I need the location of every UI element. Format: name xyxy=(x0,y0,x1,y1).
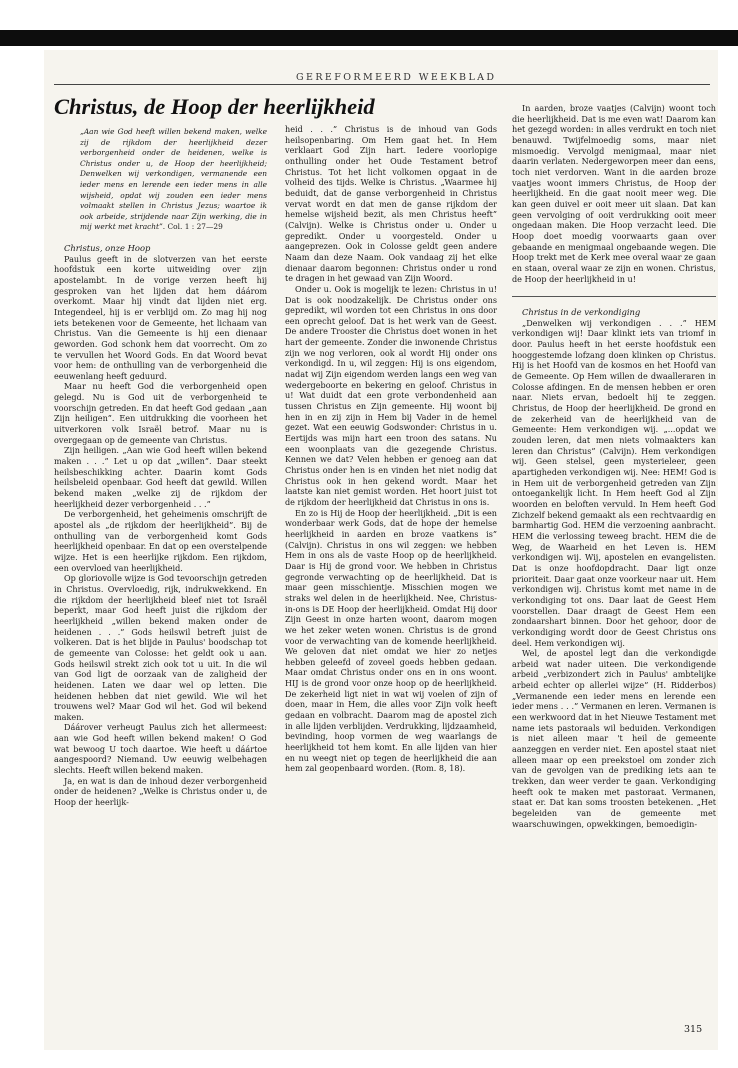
section-heading: Christus in de verkondiging xyxy=(522,307,641,318)
article-title: Christus, de Hoop der heerlijkheid xyxy=(54,94,375,119)
paragraph: Onder u. Ook is mogelijk te lezen: Christus in u! Dat is ook noodzakelijk. De Christus onder ons gepredikt, wil worden tot een Christus in ons door een oprecht geloof. Dat is het werk van de Geest. De andere Trooster die Christus doet wonen in het hart der gemeente. Zonder die inwonende Christus zijn we nog verloren, ook al wordt Hij onder ons verkondigd. In u, wil zeggen: Hij is ons eigendom, nadat wij Zijn eigendom werden langs een weg van wedergeboorte en bekering en geloof. Christus in u! Wat duidt dat een grote verbondenheid aan tussen Christus en Zijn gemeente. Hij woont bij hen in en zij zijn in Hem bij Vader in de hemel gezet. Wat een eeuwig Godswonder: Christus in u. Eertijds was mijn hart een troon des satans. Nu een woonplaats van die gezegende Christus. Kennen we dat? Velen hebben er genoeg aan dat Christus onder hen is en vinden het niet nodig dat Christus ook in hen gekend wordt. Maar het laatste kan niet gemist worden. Het hoort juist tot de rijkdom der heerlijkheid dat Christus in ons is. xyxy=(285,283,497,507)
paragraph: heid . . .” Christus is de inhoud van Gods heilsopenbaring. Om Hem gaat het. In Hem verklaart God Zijn hart. Iedere voorlopige onthulling onder het Oude Testament betrof Christus. Tot het licht volkomen opgaat in de volheid des tijds. Welke is Christus. „Waarmee hij beduidt, dat de ganse verborgenheid in Christus vervat wordt en dat men de ganse rijkdom der hemelse wijsheid bezit, als men Christus heeft” (Calvijn). Welke is Christus onder u. Onder u gepredikt. Onder u voorgesteld. Onder u aangeprezen. Ook in Colosse geldt geen andere Naam dan deze Naam. Ook vandaag zij het elke dienaar daarom begonnen: Christus onder u rond te dragen in het gewaad van Zijn Woord. xyxy=(285,124,497,284)
column-2 xyxy=(285,124,497,774)
paragraph: Wel, de apostel legt dan die verkondigde arbeid wat nader uiteen. Die verkondigende arbeid „verbizondert zich in Paulus' ambtelijke arbeid echter op allerlei wijze” (H. Ridderbos) „Vermanende een ieder mens en lerende een ieder mens . . .” Vermanen en leren. Vermanen is een werkwoord dat in het Nieuwe Testament met name iets pastoraals wil beduiden. Verkondigen is niet alleen maar 't heil de gemeente aanzeggen en verder niet. Een apostel staat niet alleen maar op een preekstoel om zonder zich van de gevolgen van de prediking iets aan te trekken, dan weer verder te gaan. Verkondiging heeft ook te maken met pastoraat. Vermanen, staat er. Dat kan soms troosten betekenen. „Het begeleiden van de gemeente met waarschuwingen, opwekkingen, bemoedigin- xyxy=(512,648,716,829)
column-3 xyxy=(512,103,716,829)
running-head: GEREFORMEERD WEEKBLAD xyxy=(296,72,497,83)
top-black-band xyxy=(0,30,738,46)
section-divider xyxy=(512,296,716,297)
section-heading: Christus, onze Hoop xyxy=(64,242,151,253)
epigraph-reference: Col. 1 : 27—29 xyxy=(167,222,223,232)
paragraph: De verborgenheid, het geheimenis omschrijft de apostel als „de rijkdom der heerlijkheid”. Bij de onthulling van de verborgenheid komt Gods heerlijkheid openbaar. En dat op een overstelpende wijze. Het is een heerlijke rijkdom. Een rijkdom, een overvloed van heerlijkheid. xyxy=(54,509,267,573)
paragraph: In aarden, broze vaatjes (Calvijn) woont toch die heerlijkheid. Dat is me even wat! Daarom kan het gezegd worden: in alles verdrukt en toch niet benauwd. Twijfelmoedig soms, maar niet mismoedig. Vervolgd menigmaal, maar niet daarin verlaten. Nedergeworpen meer dan eens, toch niet verdorven. Want in die aarden broze vaatjes woont immers Christus, de Hoop der heerlijkheid. En die gaat nooit meer weg. Die kan geen duivel er ooit meer uit slaan. Dat kan geen vervolging of ooit verdrukking ooit meer ongedaan maken. Die Hoop verzacht leed. Die Hoop doet moedig voorwaarts gaan over gebaande en menigmaal ongebaande wegen. Die Hoop trekt met de Kerk mee overal waar ze gaan en staan, overal waar ze zijn en wonen. Christus, de Hoop der heerlijkheid in u! xyxy=(512,103,716,284)
paragraph: „Denwelken wij verkondigen . . .” HEM verkondigen wij! Daar klinkt iets van triomf in door. Paulus heeft in het eerste hoofdstuk een hooggestemde lofzang doen klinken op Christus. Hij is het Hoofd van de kosmos en het Hoofd van de Gemeente. Op Hem willen de dwaalleraren in Colosse afdingen. En de mensen hebben er oren naar. Niets ervan, bedoelt hij te zeggen. Christus, de Hoop der heerlijkheid. De grond en de zekerheid van de heerlijkheid van de Gemeente: Hem verkondigen wij. „...opdat we zouden leren, dat men niets volmaakters kan leren dan Christus” (Calvijn). Hem verkondigen wij. Geen stelsel, geen mysterieleer, geen apartigheden verkondigen wij. Nee: HEM! God is in Hem uit de verborgenheid getreden van Zijn ontoegankelijk licht. In Hem heeft God al Zijn woorden en beloften vervuld. In Hem heeft God Zichzelf bekend gemaakt als een rechtvaardig en barmhartig God. HEM die verzoening aanbracht. HEM die verlossing teweeg bracht. HEM die de Weg, de Waarheid en het Leven is. HEM verkondigen wij. Wij, apostelen en evangelisten. Dat is onze hoofdopdracht. Daar ligt onze prioriteit. Daar gaat onze voorkeur naar uit. Hem verkondigen wij. Christus komt met name in de verkondiging tot ons. Daar laat de Geest Hem voorstellen. Daar draagt de Geest Hem een zondaarshart binnen. Door het gehoor, door de verkondiging wordt door de Geest Christus ons deel. Hem verkondigen wij. xyxy=(512,317,716,648)
paragraph: Dáárover verheugt Paulus zich het allermeest: aan wie God heeft willen bekend maken! O God wat bewoog U toch daartoe. Wie heeft u dáártoe aangespoord? Niemand. Uw eeuwig welbehagen slechts. Heeft willen bekend maken. xyxy=(54,722,267,776)
paragraph: Ja, en wat is dan de inhoud dezer verborgenheid onder de heidenen? „Welke is Christus onder u, de Hoop der heerlijk- xyxy=(54,775,267,808)
paragraph: Maar nu heeft God die verborgenheid open gelegd. Nu is God uit de verborgenheid te voorschijn getreden. En dat heeft God gedaan „aan Zijn heiligen”. Een uitdrukking die voorheen het uitverkoren volk Israël betrof. Maar nu is overgegaan op de gemeente van Christus. xyxy=(54,381,267,445)
epigraph xyxy=(80,127,267,233)
paragraph: Paulus geeft in de slotverzen van het eerste hoofdstuk een korte uitweiding over zijn apostelambt. In de vorige verzen heeft hij gesproken van het lijden dat hem dáárom overkomt. Maar hij vindt dat lijden niet erg. Integendeel, hij is er verblijd om. Zo mag hij nog iets betekenen voor de Gemeente, het lichaam van Christus. Van die Gemeente is hij een dienaar geworden. God schonk hem dat voorrecht. Om zo te vervullen het Woord Gods. En dat Woord bevat voor hem: de onthulling van de verborgenheid die eeuwenlang heeft geduurd. xyxy=(54,253,267,381)
page-number: 315 xyxy=(684,1024,703,1035)
paragraph: En zo is Hij de Hoop der heerlijkheid. „Dit is een wonderbaar werk Gods, dat de hope der hemelse heerlijkheid in aarden en broze vaatkens is” (Calvijn). Christus in ons wil zeggen: we hebben Hem in ons als de vaste Hoop op de heerlijkheid. Daar is Hij de grond voor. We hebben in Christus gegronde verwachting op de heerlijkheid. Dat is maar geen misschientje. Misschien mogen we straks wel delen in de heerlijkheid. Nee, Christus-in-ons is DE Hoop der heerlijkheid. Omdat Hij door Zijn Geest in onze harten woont, daarom mogen we het zeker weten wonen. Christus is de grond voor de verwachting van de komende heerlijkheid. We geloven dat niet omdat we hier zo netjes hebben geleefd of zoveel goeds hebben gedaan. Maar omdat Christus onder ons en in ons woont. HIJ is de grond voor onze hoop op de heerlijkheid. De zekerheid ligt niet in wat wij voelen of zijn of doen, maar in Hem, die alles voor Zijn volk heeft gedaan en volbracht. Daarom mag de apostel zich in alle lijden verblijden. Verdrukking, lijdzaamheid, bevinding, hoop vormen de weg waarlangs de heerlijkheid tot hem komt. En alle lijden van hier en nu weegt niet op tegen de heerlijkheid die aan hem zal geopenbaard worden. (Rom. 8, 18). xyxy=(285,507,497,774)
header-rule xyxy=(54,84,710,85)
paragraph: Zijn heiligen. „Aan wie God heeft willen bekend maken . . .” Let u op dat „willen”. Daar steekt heilsbeschikking achter. Daarin komt Gods heilsbeleid openbaar. God heeft dat gewild. Willen bekend maken „welke zij de rijkdom der heerlijkheid dezer verborgenheid . . .” xyxy=(54,445,267,509)
epigraph-text: „Aan wie God heeft willen bekend maken, welke zij de rijkdom der heerlijkheid dezer verborgenheid onder de heidenen, welke is Christus onder u, de Hoop der heerlijkheid; Denwelken wij verkondigen, vermanende een ieder mens en lerende een ieder mens in alle wijsheid, opdat wij zouden een ieder mens volmaakt stellen in Christus Jezus; waartoe ik ook arbeide, strijdende naar Zijn werking, die in mij werkt met kracht”. xyxy=(80,127,267,232)
column-1 xyxy=(54,124,267,808)
paragraph: Op gloriovolle wijze is God tevoorschijn getreden in Christus. Overvloedig, rijk, indrukwekkend. En die rijkdom der heerlijkheid bleef niet tot Israël beperkt, maar God heeft juist die rijkdom der heerlijkheid „willen bekend maken onder de heidenen . . .” Gods heilswil betreft juist de volkeren. Dat is het blijde in Paulus' boodschap tot de gemeente van Colosse: het geldt ook u aan. Gods heilswil strekt zich ook tot u uit. In die wil van God ligt de oorzaak van de zaligheid der heidenen. Laten we daar wel op letten. Die heidenen hebben dat niet gewild. Wie wil het trouwens wel? Maar God wil het. God wil bekend maken. xyxy=(54,573,267,722)
